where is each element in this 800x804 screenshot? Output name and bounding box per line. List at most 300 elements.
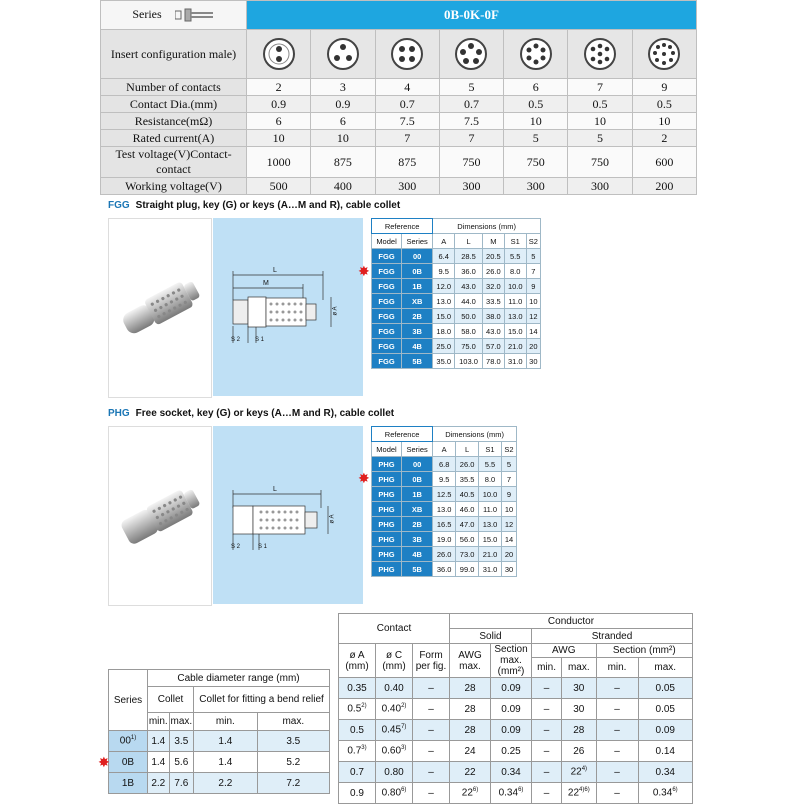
fgg-photo <box>108 218 212 398</box>
cond-value: 28 <box>464 682 476 694</box>
fgg-cell: 7 <box>526 264 540 279</box>
phg-cell: 7 <box>501 472 516 487</box>
cond-value: – <box>614 787 620 799</box>
spec-cell: 200 <box>632 178 696 195</box>
fgg-cell: 31.0 <box>504 354 526 369</box>
fgg-cell: 20 <box>526 339 540 354</box>
fgg-label-a: ø A <box>332 306 339 316</box>
phg-cell: PHG <box>372 562 402 577</box>
cable-title: Cable diameter range (mm) <box>148 670 330 687</box>
fgg-cell: 2B <box>402 309 433 324</box>
insert-4-icon <box>390 37 424 71</box>
spec-cell: 1000 <box>247 147 311 178</box>
fgg-row <box>372 339 541 354</box>
phg-cell: 56.0 <box>456 532 479 547</box>
cond-value: 0.09 <box>655 724 675 736</box>
cond-conductor-header: Conductor <box>450 614 693 629</box>
cond-value: – <box>428 766 434 778</box>
cond-value: – <box>428 682 434 694</box>
insert-2-contacts <box>247 30 311 79</box>
cond-value: 26 <box>573 745 585 757</box>
cond-value: 0.09 <box>501 703 521 715</box>
spec-cell: 6 <box>504 79 568 96</box>
cond-value: – <box>614 724 620 736</box>
cond-cell <box>413 741 450 762</box>
phg-cell: PHG <box>372 457 402 472</box>
cond-cell <box>450 762 491 783</box>
cond-value: 0.45 <box>381 724 402 736</box>
phg-label-a: ø A <box>329 514 336 524</box>
cond-section-header: Section (mm²) <box>596 644 692 658</box>
spec-cell: 875 <box>375 147 439 178</box>
cable-series-cell <box>109 752 148 773</box>
fgg-cell: 00 <box>402 249 433 264</box>
fgg-cell: 4B <box>402 339 433 354</box>
fgg-cell: FGG <box>372 249 402 264</box>
cond-value: 0.09 <box>501 724 521 736</box>
phg-cell: 46.0 <box>456 502 479 517</box>
spec-cell: 0.7 <box>375 96 439 113</box>
cond-cell <box>491 678 532 699</box>
fgg-cell: 10.0 <box>504 279 526 294</box>
spec-cell: 0.9 <box>247 96 311 113</box>
cond-cell <box>638 678 693 699</box>
fgg-cell: 10 <box>526 294 540 309</box>
cond-cell <box>376 720 413 741</box>
spec-cell: 10 <box>311 130 375 147</box>
fgg-cell: 9 <box>526 279 540 294</box>
cond-cell <box>562 783 596 804</box>
phg-cell: 6.8 <box>433 457 456 472</box>
phg-dimension-table <box>371 426 517 577</box>
cable-cell: 3.5 <box>169 731 194 752</box>
cond-note: 2) <box>361 703 367 710</box>
phg-cell: 19.0 <box>433 532 456 547</box>
spec-cell: 300 <box>568 178 632 195</box>
cond-cell <box>339 783 376 804</box>
cond-value: 28 <box>464 724 476 736</box>
phg-cell: 00 <box>402 457 433 472</box>
phg-cell: 9.5 <box>433 472 456 487</box>
phg-cell: PHG <box>372 547 402 562</box>
fgg-cell: 32.0 <box>482 279 504 294</box>
fgg-section-title <box>108 200 400 211</box>
spec-cell: 0.5 <box>632 96 696 113</box>
fgg-col-header: A <box>433 234 455 249</box>
fgg-row <box>372 324 541 339</box>
spec-cell: 0.9 <box>311 96 375 113</box>
phg-cell: 13.0 <box>479 517 502 532</box>
cable-cell: 5.6 <box>169 752 194 773</box>
phg-cell: 9 <box>501 487 516 502</box>
phg-cell: PHG <box>372 517 402 532</box>
phg-cell: 10.0 <box>479 487 502 502</box>
fgg-cell: FGG <box>372 339 402 354</box>
spec-cell: 2 <box>632 130 696 147</box>
cond-note: 6) <box>472 787 479 794</box>
fgg-cell: 50.0 <box>455 309 483 324</box>
cond-cell <box>491 741 532 762</box>
cond-note: 3) <box>401 745 407 752</box>
cond-cell <box>596 678 638 699</box>
cond-cell <box>532 783 562 804</box>
spec-cell: 0.7 <box>439 96 503 113</box>
cond-note: 4) <box>581 766 588 773</box>
cond-cell <box>450 699 491 720</box>
phg-cell: PHG <box>372 472 402 487</box>
phg-row <box>372 562 517 577</box>
phg-section-title <box>108 408 394 419</box>
fgg-col-header: S1 <box>504 234 526 249</box>
cond-cell <box>638 720 693 741</box>
fgg-plug-image <box>109 219 211 397</box>
cond-contact-header: Contact <box>339 614 450 644</box>
fgg-cell: 38.0 <box>482 309 504 324</box>
cond-value: – <box>543 703 550 715</box>
cond-cell <box>532 741 562 762</box>
phg-row <box>372 472 517 487</box>
cond-cell <box>491 762 532 783</box>
spec-row-label: Number of contacts <box>101 79 247 96</box>
fgg-code: FGG <box>108 200 130 211</box>
fgg-row <box>372 294 541 309</box>
fgg-col-header: M <box>482 234 504 249</box>
phg-col-header: L <box>456 442 479 457</box>
fgg-cell: 58.0 <box>455 324 483 339</box>
cond-cell <box>450 720 491 741</box>
phg-cell: 99.0 <box>456 562 479 577</box>
spec-cell: 6 <box>311 113 375 130</box>
cond-cell <box>376 762 413 783</box>
cond-awg-maxc: max. <box>562 658 596 678</box>
phg-star-marker: ✸ <box>358 470 370 486</box>
fgg-col-header: L <box>455 234 483 249</box>
spec-cell: 750 <box>568 147 632 178</box>
phg-col-header: Series <box>402 442 433 457</box>
spec-row-label: Resistance(mΩ) <box>101 113 247 130</box>
insert-5-icon <box>454 37 488 71</box>
cond-value: 0.05 <box>655 682 675 694</box>
fgg-col-header: Series <box>402 234 433 249</box>
insert-6-icon <box>519 37 553 71</box>
phg-cell: 26.0 <box>456 457 479 472</box>
spec-cell: 750 <box>439 147 503 178</box>
cable-series-value: 1B <box>121 777 135 789</box>
cond-value: 24 <box>464 745 476 757</box>
phg-label-l: L <box>273 486 277 493</box>
cable-series-value: 0B <box>121 756 135 768</box>
series-name: 0B-0K-0F <box>247 1 697 30</box>
phg-col-header: S2 <box>501 442 516 457</box>
spec-row-label: Contact Dia.(mm) <box>101 96 247 113</box>
cond-value: – <box>543 766 550 778</box>
cond-cell <box>491 699 532 720</box>
cond-awg-min: min. <box>532 658 562 678</box>
fgg-label-l: L <box>273 267 277 274</box>
cond-value: – <box>543 745 550 757</box>
series-label: Series <box>132 6 162 21</box>
conductor-table <box>338 613 693 804</box>
fgg-label-s2: S 2 <box>231 337 241 343</box>
cond-value: 0.80 <box>381 787 402 799</box>
spec-cell: 300 <box>439 178 503 195</box>
fgg-cell: 36.0 <box>455 264 483 279</box>
cable-series-value: 00 <box>119 735 131 747</box>
cond-section-max: Section max. (mm²) <box>491 644 532 678</box>
cond-cell <box>339 741 376 762</box>
spec-cell: 10 <box>247 130 311 147</box>
spec-cell: 2 <box>247 79 311 96</box>
cond-awg-max: AWG max. <box>450 644 491 678</box>
fgg-cell: 5.5 <box>504 249 526 264</box>
phg-cell: 47.0 <box>456 517 479 532</box>
fgg-ref-header: Reference <box>372 219 433 234</box>
phg-cell: 15.0 <box>479 532 502 547</box>
cable-cell: 1.4 <box>194 752 258 773</box>
cond-value: 0.05 <box>655 703 675 715</box>
spec-row <box>101 178 697 195</box>
phg-cell: 0B <box>402 472 433 487</box>
fgg-diagram <box>213 218 363 396</box>
fgg-cell: FGG <box>372 354 402 369</box>
spec-row-label: Test voltage(V)Contact-contact <box>101 147 247 178</box>
cond-value: 0.7 <box>347 745 362 757</box>
insert-7-icon <box>583 37 617 71</box>
fgg-cell: 26.0 <box>482 264 504 279</box>
fgg-cell: FGG <box>372 309 402 324</box>
insert-config-label: Insert configuration male) <box>101 30 247 79</box>
fgg-label-m: M <box>263 280 269 287</box>
phg-row <box>372 532 517 547</box>
fgg-cell: FGG <box>372 324 402 339</box>
cable-diameter-table <box>108 669 330 794</box>
spec-cell: 750 <box>504 147 568 178</box>
fgg-cell: 15.0 <box>433 309 455 324</box>
fgg-row <box>372 264 541 279</box>
cond-value: 0.40 <box>384 682 404 694</box>
phg-cell: 21.0 <box>479 547 502 562</box>
fgg-dimension-drawing <box>213 218 363 396</box>
spec-cell: 7 <box>568 79 632 96</box>
cond-value: 0.80 <box>384 766 404 778</box>
phg-diagram <box>213 426 363 604</box>
phg-dims-header: Dimensions (mm) <box>433 427 517 442</box>
cond-phi-c: ø C (mm) <box>376 644 413 678</box>
phg-cell: XB <box>402 502 433 517</box>
fgg-cell: 1B <box>402 279 433 294</box>
cond-cell <box>413 699 450 720</box>
spec-cell: 0.5 <box>568 96 632 113</box>
phg-cell: 26.0 <box>433 547 456 562</box>
cond-value: 22 <box>570 766 582 778</box>
phg-row <box>372 457 517 472</box>
fgg-cell: FGG <box>372 264 402 279</box>
cond-cell <box>376 741 413 762</box>
cond-note: 3) <box>361 745 367 752</box>
cond-value: 0.9 <box>350 787 364 799</box>
cond-cell <box>596 783 638 804</box>
insert-9-icon <box>647 37 681 71</box>
cond-value: 0.5 <box>347 703 362 715</box>
spec-cell: 500 <box>247 178 311 195</box>
fgg-cell: 103.0 <box>455 354 483 369</box>
cond-value: 22 <box>461 787 473 799</box>
cond-row <box>339 678 693 699</box>
cond-value: – <box>614 766 620 778</box>
phg-cell: 31.0 <box>479 562 502 577</box>
fgg-dims-header: Dimensions (mm) <box>433 219 541 234</box>
cable-row <box>109 773 330 794</box>
cond-value: – <box>614 745 620 757</box>
phg-cell: 5B <box>402 562 433 577</box>
cond-value: 22 <box>567 787 580 799</box>
cond-value: 0.34 <box>652 787 673 799</box>
fgg-title: Straight plug, key (G) or keys (A…M and R), cable collet <box>135 200 401 211</box>
cond-row <box>339 699 693 720</box>
insert-9-contacts <box>632 30 696 79</box>
fgg-cell: 78.0 <box>482 354 504 369</box>
fgg-cell: 3B <box>402 324 433 339</box>
spec-cell: 7 <box>375 130 439 147</box>
cond-value: 0.25 <box>501 745 521 757</box>
insert-4-contacts <box>375 30 439 79</box>
cond-value: 0.09 <box>501 682 521 694</box>
cable-cell: 5.2 <box>257 752 329 773</box>
fgg-cell: 33.5 <box>482 294 504 309</box>
cable-series-header: Series <box>109 670 148 731</box>
fgg-row <box>372 354 541 369</box>
insert-3-contacts <box>311 30 375 79</box>
spec-cell: 5 <box>504 130 568 147</box>
phg-label-s1: S 1 <box>258 544 268 550</box>
cable-series-note: 1) <box>130 735 137 742</box>
phg-cell: 36.0 <box>433 562 456 577</box>
phg-code: PHG <box>108 408 130 419</box>
cond-cell <box>376 678 413 699</box>
phg-cell: PHG <box>372 487 402 502</box>
fgg-cell: 30 <box>526 354 540 369</box>
cond-cell <box>638 699 693 720</box>
cable-max-1: max. <box>169 713 194 731</box>
cond-cell <box>413 783 450 804</box>
spec-row <box>101 147 697 178</box>
cond-value: – <box>614 682 620 694</box>
cable-star-marker: ✸ <box>98 754 110 770</box>
cond-row <box>339 783 693 804</box>
cond-cell <box>532 762 562 783</box>
cond-note: 6) <box>518 787 524 794</box>
fgg-cell: 14 <box>526 324 540 339</box>
cable-min-2: min. <box>194 713 258 731</box>
cable-cell: 2.2 <box>194 773 258 794</box>
phg-cell: 12.5 <box>433 487 456 502</box>
cond-value: 0.34 <box>501 766 521 778</box>
insert-3-icon <box>326 37 360 71</box>
cond-value: – <box>428 724 434 736</box>
fgg-cell: 15.0 <box>504 324 526 339</box>
spec-cell: 4 <box>375 79 439 96</box>
spec-cell: 7.5 <box>375 113 439 130</box>
phg-row <box>372 547 517 562</box>
fgg-cell: 13.0 <box>433 294 455 309</box>
cond-value: 30 <box>573 703 585 715</box>
cond-cell <box>532 678 562 699</box>
fgg-cell: XB <box>402 294 433 309</box>
series-header-cell <box>101 1 247 30</box>
phg-cell: 8.0 <box>479 472 502 487</box>
cond-cell <box>376 699 413 720</box>
fgg-cell: 35.0 <box>433 354 455 369</box>
fgg-cell: 9.5 <box>433 264 455 279</box>
phg-col-header: Model <box>372 442 402 457</box>
cable-max-2: max. <box>257 713 329 731</box>
cond-cell <box>376 783 413 804</box>
cable-series-cell <box>109 773 148 794</box>
cable-collet-header: Collet <box>148 687 194 713</box>
cable-cell: 7.6 <box>169 773 194 794</box>
cond-value: 0.60 <box>381 745 402 757</box>
phg-col-header: A <box>433 442 456 457</box>
phg-cell: PHG <box>372 502 402 517</box>
phg-row <box>372 487 517 502</box>
cond-cell <box>596 699 638 720</box>
spec-cell: 875 <box>311 147 375 178</box>
fgg-cell: FGG <box>372 279 402 294</box>
cond-value: 0.34 <box>655 766 675 778</box>
fgg-dimension-table <box>371 218 541 369</box>
cond-cell <box>638 783 693 804</box>
cond-cell <box>413 720 450 741</box>
fgg-row <box>372 249 541 264</box>
phg-cell: 12 <box>501 517 516 532</box>
fgg-col-header: S2 <box>526 234 540 249</box>
cond-cell <box>562 720 596 741</box>
phg-cell: 73.0 <box>456 547 479 562</box>
spec-cell: 400 <box>311 178 375 195</box>
cond-cell <box>450 678 491 699</box>
cond-cell <box>339 699 376 720</box>
spec-row <box>101 79 697 96</box>
cond-phi-a: ø A (mm) <box>339 644 376 678</box>
cond-cell <box>339 720 376 741</box>
cond-value: 0.7 <box>350 766 364 778</box>
phg-cell: 30 <box>501 562 516 577</box>
cond-cell <box>532 699 562 720</box>
cond-note: 7) <box>401 724 407 731</box>
cond-value: 0.5 <box>350 724 364 736</box>
phg-cell: 5 <box>501 457 516 472</box>
fgg-row <box>372 309 541 324</box>
cond-value: – <box>428 787 434 799</box>
fgg-cell: FGG <box>372 294 402 309</box>
cable-cell: 1.4 <box>194 731 258 752</box>
cable-cell: 1.4 <box>148 752 170 773</box>
insert-2-icon <box>262 37 296 71</box>
fgg-cell: 0B <box>402 264 433 279</box>
cond-stranded-header: Stranded <box>532 629 693 644</box>
phg-ref-header: Reference <box>372 427 433 442</box>
phg-cell: 35.5 <box>456 472 479 487</box>
fgg-row <box>372 279 541 294</box>
cable-min-1: min. <box>148 713 170 731</box>
cond-value: – <box>543 682 550 694</box>
fgg-cell: 44.0 <box>455 294 483 309</box>
cond-cell <box>413 678 450 699</box>
cond-sec-min: min. <box>596 658 638 678</box>
cond-cell <box>532 720 562 741</box>
insert-5-contacts <box>439 30 503 79</box>
fgg-cell: 12 <box>526 309 540 324</box>
